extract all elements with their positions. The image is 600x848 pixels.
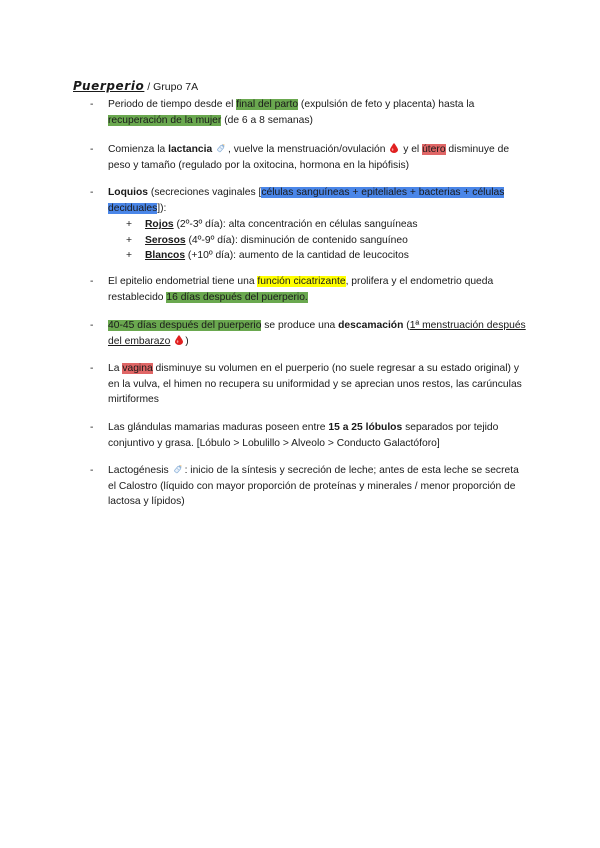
underline-menstruacion: 1ª menstruación después del embarazo [108, 320, 526, 347]
sub-bullet-plus: + [126, 219, 133, 230]
highlight-funcion-cicatrizante: función cicatrizante [257, 276, 346, 287]
bullet-dash: - [90, 465, 94, 476]
bold-loquios: Loquios [108, 187, 149, 198]
sub-label: Blancos [145, 250, 186, 261]
bullet-dash: - [90, 422, 94, 433]
bold-lactancia: lactancia [168, 144, 213, 155]
highlight-utero: útero [422, 144, 446, 155]
blood-drop-icon [175, 335, 183, 345]
bullet-text: Lactogénesis : inicio de la síntesis y secreción de leche; antes de esta leche se secreta el Calostro (líquido con mayor proporción de proteínas y minerales / menor proporción de lactosa y lípidos) [108, 465, 519, 508]
bold-descamacion: descamación [338, 320, 404, 331]
highlight-40-45-dias: 40-45 días después del puerperio [108, 320, 262, 331]
highlight-recuperacion: recuperación de la mujer [108, 114, 222, 126]
bullet-text: El epitelio endometrial tiene una función cicatrizante, prolifera y el endometrio queda restablecido 16 días después del puerperio. [108, 276, 494, 303]
bullet-dash: - [90, 320, 94, 331]
bullet-text: 40-45 días después del puerperio se produce una descamación (1ª menstruación después del embarazo ) [108, 320, 526, 347]
baby-bottle-icon [173, 463, 184, 474]
highlight-16-dias: 16 días después del puerperio. [166, 291, 308, 303]
highlight-final-parto: final del parto [236, 99, 299, 110]
bullet-dash: - [90, 144, 94, 155]
sub-text: (+10º día): aumento de la cantidad de leucocitos [185, 250, 409, 261]
bullet-text: La vagina disminuye su volumen en el puerperio (no suele regresar a su estado original) y en la vulva, el himen no recupera su uniformidad y se aprecian unos restos, las carúnculas mirtiformes [108, 363, 522, 406]
bold-lobulos: 15 a 25 lóbulos [328, 422, 403, 433]
sub-bullet-plus: + [126, 250, 133, 261]
title-sub: / Grupo 7A [144, 81, 199, 93]
document-title [73, 79, 198, 96]
title-main: Puerperio [73, 79, 145, 93]
baby-bottle-icon [216, 142, 227, 153]
bullet-dash: - [90, 276, 94, 287]
sub-label: Rojos [145, 219, 174, 230]
sub-text: (2º-3º día): alta concentración en células sanguíneas [173, 219, 418, 230]
bullet-dash: - [90, 363, 94, 374]
sub-text: (4º-9º día): disminución de contenido sanguíneo [185, 235, 408, 246]
bullet-text: Loquios (secreciones vaginales [células sanguíneas + epiteliales + bacterias + células deciduales]): [108, 187, 505, 214]
bullet-dash: - [90, 187, 94, 198]
sub-bullet-plus: + [126, 235, 133, 246]
bullet-text: Comienza la lactancia , vuelve la menstruación/ovulación y el útero disminuye de peso y tamaño (regulado por la oxitocina, hormona en la hipófisis) [108, 144, 510, 171]
bullet-text: Periodo de tiempo desde el final del parto (expulsión de feto y placenta) hasta la recuperación de la mujer (de 6 a 8 semanas) [108, 99, 475, 126]
sub-label: Serosos [145, 235, 186, 246]
bullet-text: Las glándulas mamarias maduras poseen entre 15 a 25 lóbulos separados por tejido conjuntivo y grasa. [Lóbulo > Lobulillo > Alveolo > Conducto Galactóforo] [108, 422, 499, 449]
highlight-vagina: vagina [122, 363, 153, 374]
bullet-dash: - [90, 99, 94, 110]
blood-drop-icon [390, 143, 398, 153]
highlight-celulas: células sanguíneas + epiteliales + bacterias + células deciduales [108, 187, 505, 214]
